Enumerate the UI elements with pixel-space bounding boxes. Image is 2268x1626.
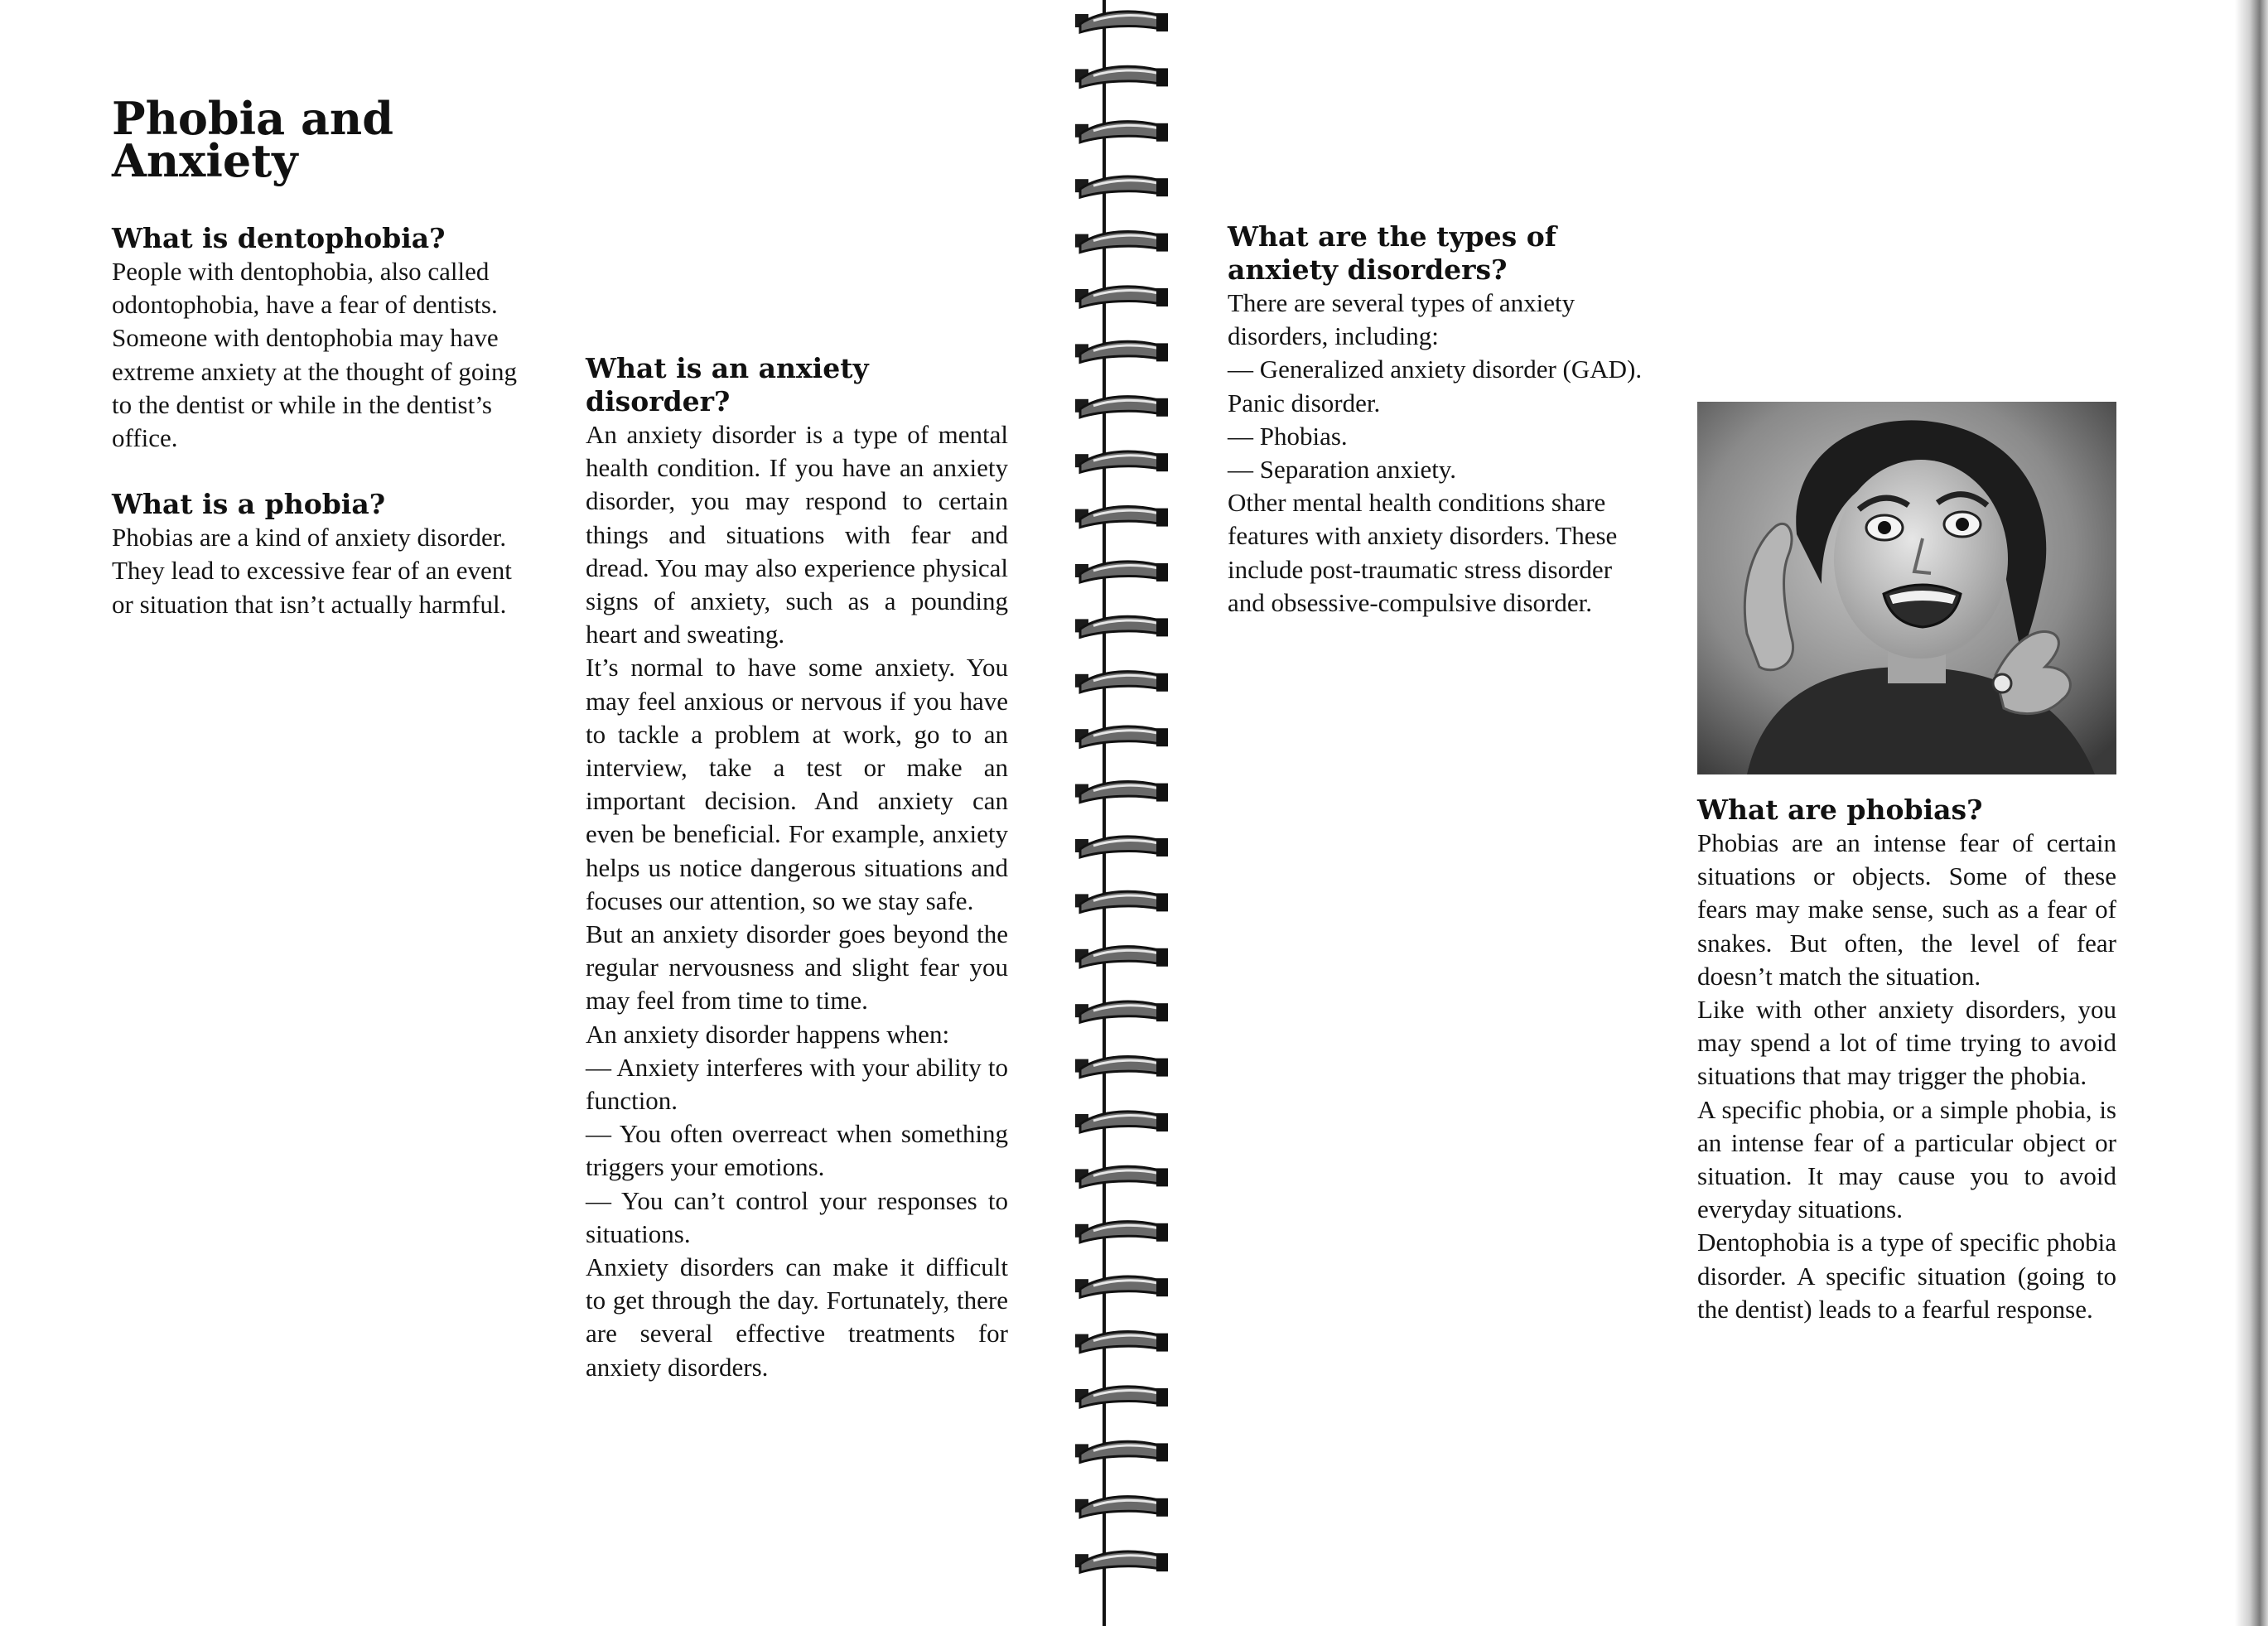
spiral-coil	[1075, 562, 1168, 582]
paragraph: But an anxiety disorder goes beyond the regular nervousness and slight fear you may feel from time to time.	[586, 919, 1008, 1016]
heading-dentophobia: What is dentophobia?	[112, 222, 446, 254]
spiral-coil	[1075, 1551, 1168, 1572]
spiral-coil	[1075, 231, 1168, 252]
spiral-coil	[1075, 1497, 1168, 1517]
spiral-coil	[1075, 341, 1168, 362]
spiral-coil	[1075, 1056, 1168, 1077]
spiral-coil	[1075, 1112, 1168, 1132]
paragraph: Phobias are an intense fear of certain situations or objects. Some of these fears may make sense, such as a fear of snakes. But often, the level of fear doesn’t match the situation.	[1697, 828, 2116, 991]
list-item: — Phobias.	[1228, 421, 1348, 451]
spiral-coil	[1075, 1331, 1168, 1352]
paragraph: Like with other anxiety disorders, you may spend a lot of time trying to avoid situations that may trigger the phobia.	[1697, 995, 2116, 1091]
list-item: — Anxiety interferes with your ability to function.	[586, 1052, 1008, 1116]
list-item: — You can’t control your responses to situations.	[586, 1185, 1008, 1248]
heading-anxiety-disorder: What is an anxiety disorder?	[586, 352, 869, 417]
text-types-outro: Other mental health conditions share features with anxiety disorders. These include post-traumatic stress disorder and obsessive-compulsive disorder.	[1228, 488, 1618, 617]
text-types-intro: There are several types of anxiety disorders, including:	[1228, 288, 1576, 351]
list-item: — Separation anxiety.	[1228, 455, 1457, 485]
spiral-coil	[1075, 1166, 1168, 1187]
spiral-coil	[1075, 1276, 1168, 1297]
paragraph: An anxiety disorder happens when:	[586, 1019, 950, 1049]
spiral-coil	[1075, 837, 1168, 857]
page-edge-shadow	[2235, 0, 2268, 1626]
spiral-coil	[1075, 1387, 1168, 1407]
spiral-coil	[1075, 66, 1168, 87]
column-3	[1228, 220, 1650, 620]
heading-types: What are the types of anxiety disorders?	[1228, 220, 1556, 286]
page-title: Phobia and Anxiety	[112, 92, 393, 187]
text-phobia: Phobias are a kind of anxiety disorder. They lead to excessive fear of an event or situation that isn’t actually harmful.	[112, 523, 512, 619]
paragraph: An anxiety disorder is a type of mental health condition. If you have an anxiety disorder, you may respond to certain things and situations with fear and dread. You may also experience physical signs of anxiety, such as a pounding heart and sweating.	[586, 420, 1008, 649]
column-4	[1697, 794, 2116, 1326]
frightened-woman-photo	[1697, 402, 2116, 774]
paragraph: Dentophobia is a type of specific phobia disorder. A specific situation (going to the dentist) leads to a fearful response.	[1697, 1228, 2116, 1324]
spiral-coil	[1075, 397, 1168, 417]
spiral-coil	[1075, 506, 1168, 527]
spiral-coil	[1075, 891, 1168, 912]
list-item: — You often overreact when something triggers your emotions.	[586, 1119, 1008, 1182]
spiral-coil	[1075, 1441, 1168, 1462]
list-item: — Generalized anxiety disorder (GAD). Panic disorder.	[1228, 355, 1643, 417]
text-dentophobia: People with dentophobia, also called odontophobia, have a fear of dentists. Someone with dentophobia may have extreme anxiety at the thought of going to the dentist or while in the dentist’s office.	[112, 257, 517, 453]
spiral-coil	[1075, 616, 1168, 637]
spiral-binding	[1069, 0, 1176, 1626]
spiral-coil	[1075, 726, 1168, 747]
heading-phobia: What is a phobia?	[112, 488, 386, 521]
spiral-coil	[1075, 12, 1168, 32]
spiral-coil	[1075, 122, 1168, 142]
spiral-coil	[1075, 1001, 1168, 1022]
paragraph: It’s normal to have some anxiety. You may feel anxious or nervous if you have to tackle a problem at work, go to an interview, take a test or make an important decision. And anxiety can even be beneficial. For example, anxiety helps us notice dangerous situations and focuses our attention, so we stay safe.	[586, 653, 1008, 915]
column-1	[112, 222, 534, 621]
paragraph: A specific phobia, or a simple phobia, is an intense fear of a particular object or situation. It may cause you to avoid everyday situations.	[1697, 1094, 2116, 1224]
spiral-coil	[1075, 451, 1168, 472]
spiral-coil	[1075, 1222, 1168, 1242]
spiral-coil	[1075, 287, 1168, 307]
spiral-coil	[1075, 781, 1168, 802]
spiral-coil	[1075, 947, 1168, 967]
paragraph: Anxiety disorders can make it difficult to get through the day. Fortunately, there are several effective treatments for anxiety disorders.	[586, 1252, 1008, 1382]
heading-phobias: What are phobias?	[1697, 794, 1983, 826]
spiral-coil	[1075, 672, 1168, 692]
column-2	[586, 352, 1008, 1384]
spiral-coil	[1075, 176, 1168, 197]
